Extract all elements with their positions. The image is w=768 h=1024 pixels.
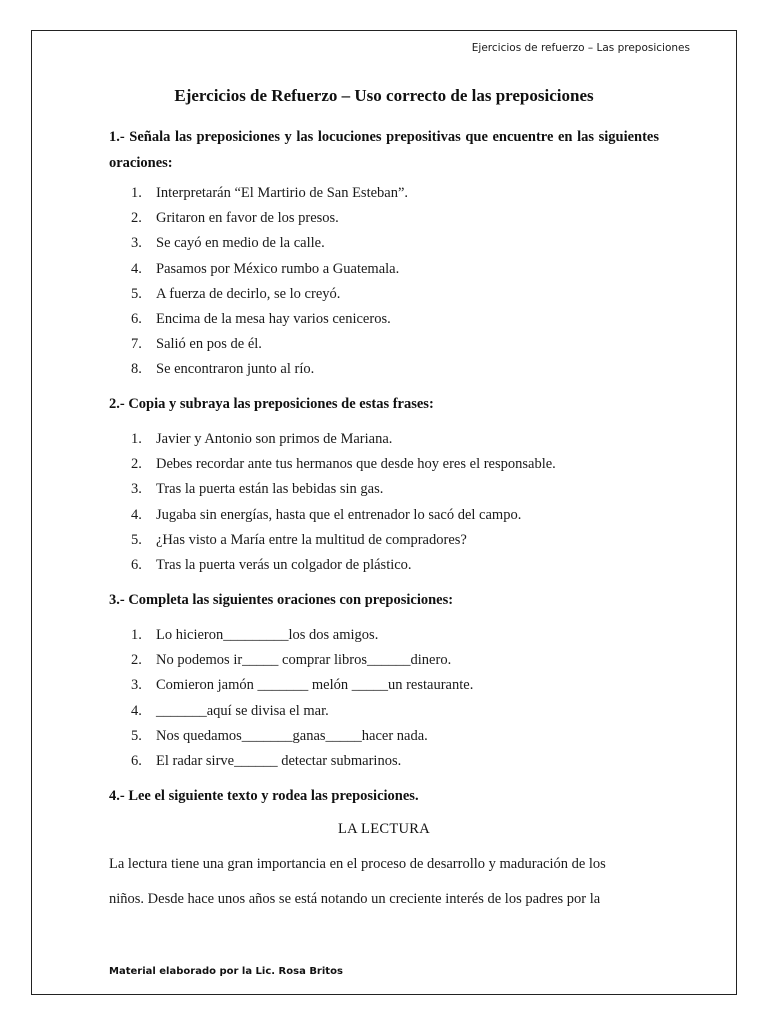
item-text: Pasamos por México rumbo a Guatemala. <box>156 260 400 277</box>
item-number: 5. <box>131 727 142 744</box>
list-item <box>131 528 556 553</box>
section-3-heading: 3.- Completa las siguientes oraciones con preposiciones: <box>109 592 454 608</box>
reading-title: LA LECTURA <box>337 821 430 837</box>
item-number: 3. <box>131 481 142 498</box>
list-item <box>131 427 556 452</box>
item-number: 4. <box>131 702 142 719</box>
item-number: 2. <box>131 210 142 227</box>
list-item <box>131 477 556 502</box>
item-number: 6. <box>131 752 142 769</box>
list-item <box>131 257 408 282</box>
list-item <box>131 673 473 698</box>
list-item <box>131 623 473 648</box>
list-item <box>131 206 408 231</box>
list-item <box>131 181 408 206</box>
item-text: Se encontraron junto al río. <box>156 361 315 378</box>
list-item <box>131 648 473 673</box>
item-text: ¿Has visto a María entre la multitud de compradores? <box>156 531 467 548</box>
item-text: El radar sirve______ detectar submarinos. <box>156 752 402 769</box>
list-item <box>131 724 473 749</box>
item-number: 2. <box>131 456 142 473</box>
list-item <box>131 749 473 774</box>
section-1-heading: 1.- Señala las preposiciones y las locuciones prepositivas que encuentre en las siguientes oraciones: <box>109 129 659 171</box>
item-number: 4. <box>131 506 142 523</box>
list-item <box>131 503 556 528</box>
item-text: _______aquí se divisa el mar. <box>156 702 329 719</box>
item-text: Tras la puerta están las bebidas sin gas. <box>156 481 384 498</box>
list-item <box>131 357 408 382</box>
item-text: Salió en pos de él. <box>156 336 262 353</box>
item-text: Nos quedamos_______ganas_____hacer nada. <box>156 727 428 744</box>
item-text: A fuerza de decirlo, se lo creyó. <box>156 285 341 302</box>
item-number: 6. <box>131 310 142 327</box>
list-item <box>131 307 408 332</box>
item-text: Comieron jamón _______ melón _____un restaurante. <box>156 677 474 694</box>
item-number: 1. <box>131 431 142 447</box>
item-text: Gritaron en favor de los presos. <box>156 210 339 227</box>
item-text: Debes recordar ante tus hermanos que desde hoy eres el responsable. <box>156 456 556 473</box>
list-item <box>131 553 556 578</box>
running-header: Ejercicios de refuerzo – Las preposiciones <box>471 42 690 54</box>
item-text: Jugaba sin energías, hasta que el entrenador lo sacó del campo. <box>156 506 522 523</box>
item-text: Se cayó en medio de la calle. <box>156 235 325 252</box>
item-number: 1. <box>131 185 142 201</box>
item-text: Tras la puerta verás un colgador de plástico. <box>156 556 412 573</box>
item-number: 1. <box>131 627 142 643</box>
item-number: 6. <box>131 556 142 573</box>
footer-credit: Material elaborado por la Lic. Rosa Britos <box>109 966 343 977</box>
item-text: Interpretarán “El Martirio de San Esteban”. <box>156 185 409 201</box>
list-item <box>131 332 408 357</box>
reading-paragraph-line: niños. Desde hace unos años se está notando un creciente interés de los padres por la <box>109 891 601 907</box>
section-3-list <box>131 623 473 774</box>
item-text: Encima de la mesa hay varios ceniceros. <box>156 310 391 327</box>
item-text: Lo hicieron_________los dos amigos. <box>156 627 379 643</box>
item-text: No podemos ir_____ comprar libros______dinero. <box>156 652 452 669</box>
document-title: Ejercicios de Refuerzo – Uso correcto de las preposiciones <box>174 86 594 105</box>
item-number: 4. <box>131 260 142 277</box>
section-2-heading: 2.- Copia y subraya las preposiciones de estas frases: <box>109 396 434 412</box>
section-2-list <box>131 427 556 578</box>
item-number: 5. <box>131 285 142 302</box>
item-number: 5. <box>131 531 142 548</box>
list-item <box>131 282 408 307</box>
item-number: 7. <box>131 336 142 353</box>
list-item <box>131 452 556 477</box>
item-text: Javier y Antonio son primos de Mariana. <box>156 431 393 447</box>
item-number: 8. <box>131 361 142 378</box>
item-number: 2. <box>131 652 142 669</box>
reading-paragraph-line: La lectura tiene una gran importancia en el proceso de desarrollo y maduración de los <box>109 856 606 872</box>
list-item <box>131 231 408 256</box>
item-number: 3. <box>131 235 142 252</box>
list-item <box>131 699 473 724</box>
section-4-heading: 4.- Lee el siguiente texto y rodea las preposiciones. <box>109 788 419 804</box>
item-number: 3. <box>131 677 142 694</box>
section-1-list <box>131 181 408 383</box>
